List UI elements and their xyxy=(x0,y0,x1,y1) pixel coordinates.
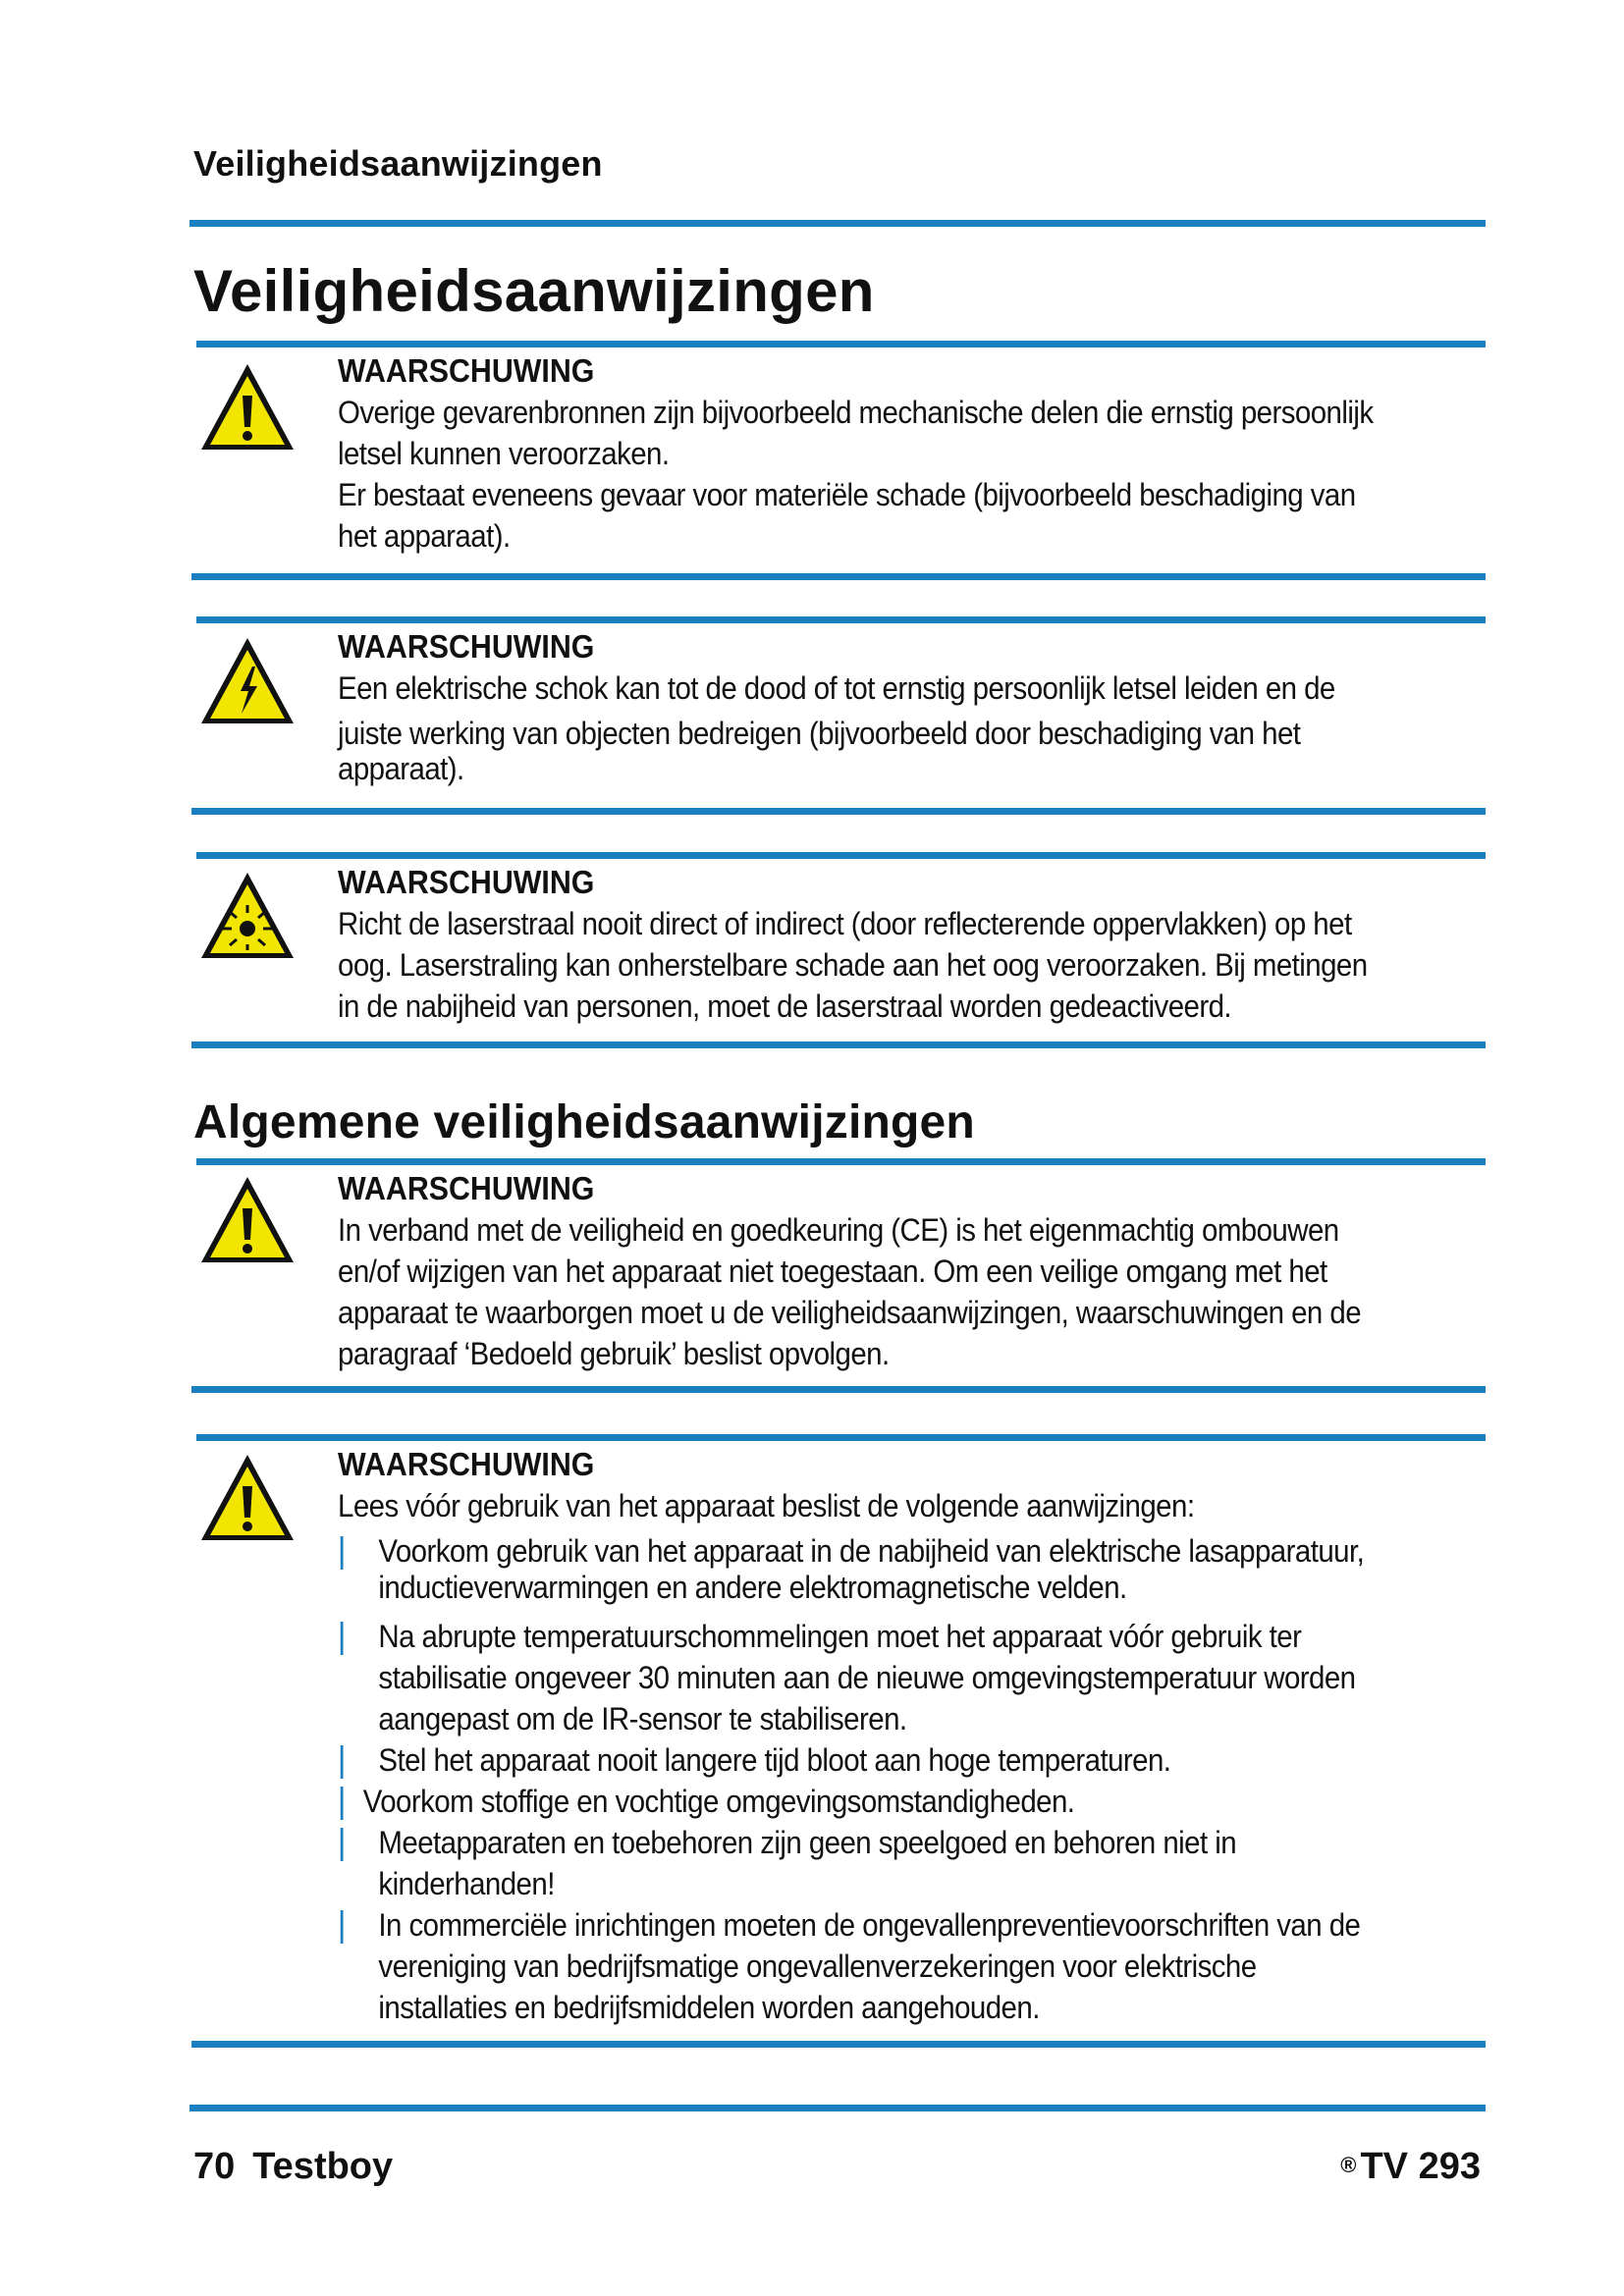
section-title: Algemene veiligheidsaanwijzingen xyxy=(193,1096,975,1148)
warning-box-usage-instructions xyxy=(191,1434,1486,2048)
warning-box-bottom-rule xyxy=(191,573,1486,580)
warning-intro-text: Lees vóór gebruik van het apparaat beslist de volgende aanwijzingen: xyxy=(338,1488,1195,1523)
registered-mark: ® xyxy=(1340,2153,1357,2177)
warning-label: WAARSCHUWING xyxy=(338,628,595,665)
warning-laser-radiation-icon xyxy=(198,870,297,968)
list-item: Meetapparaten en toebehoren zijn geen speelgoed en behoren niet in kinderhanden! xyxy=(338,1822,1449,1904)
warning-box-laser xyxy=(191,852,1486,1048)
footer-model xyxy=(1340,2146,1481,2188)
bullet-marker xyxy=(341,1828,344,1861)
warning-exclamation-icon xyxy=(198,1174,297,1272)
page-title: Veiligheidsaanwijzingen xyxy=(193,258,875,324)
warning-box-top-rule xyxy=(196,616,1486,623)
instruction-list xyxy=(338,1530,1466,2028)
list-item: Na abrupte temperatuurschommelingen moet het apparaat vóór gebruik ter stabilisatie ongeveer 30 minuten aan de nieuwe omgevingstemperatuur worden aangepast om de IR-sensor te stabiliseren. xyxy=(338,1616,1449,1739)
warning-exclamation-icon xyxy=(198,1452,297,1550)
list-item: Voorkom gebruik van het apparaat in de nabijheid van elektrische lasapparatuur, inductieverwarmingen en andere elektromagnetische velden. xyxy=(338,1530,1449,1608)
list-item: Voorkom stoffige en vochtige omgevingsomstandigheden. xyxy=(338,1781,1434,1822)
brand-name: Testboy xyxy=(252,2146,394,2187)
warning-box-top-rule xyxy=(196,1158,1486,1165)
warning-label: WAARSCHUWING xyxy=(338,1446,595,1482)
warning-exclamation-icon xyxy=(198,361,297,459)
footer-left xyxy=(193,2146,393,2188)
warning-box-bottom-rule xyxy=(191,1386,1486,1393)
warning-box-electric xyxy=(191,616,1486,815)
bullet-marker xyxy=(341,1536,344,1570)
footer-rule xyxy=(189,2105,1486,2111)
warning-text: Een elektrische schok kan tot de dood of tot ernstig persoonlijk letsel leiden en de juiste werking van objecten bedreigen (bijvoorbeeld door beschadiging van het apparaat). xyxy=(338,670,1335,786)
warning-text: Overige gevarenbronnen zijn bijvoorbeeld mechanische delen die ernstig persoonlijk letsel kunnen veroorzaken. Er bestaat eveneens gevaar voor materiële schade (bijvoorbeeld beschadiging van het apparaat). xyxy=(338,395,1374,554)
list-item: In commerciële inrichtingen moeten de ongevallenpreventievoorschriften van de vereniging van bedrijfsmatige ongevallenverzekeringen voor elektrische installaties en bedrijfsmiddelen worden aangehouden. xyxy=(338,1904,1449,2028)
warning-label: WAARSCHUWING xyxy=(338,864,595,900)
header-rule xyxy=(189,220,1486,227)
warning-box-top-rule xyxy=(196,1434,1486,1441)
running-header: Veiligheidsaanwijzingen xyxy=(193,143,603,184)
bullet-marker xyxy=(341,1910,344,1944)
warning-text: Richt de laserstraal nooit direct of indirect (door reflecterende oppervlakken) op het oog. Laserstraling kan onherstelbare schade aan het oog veroorzaken. Bij metingen in de nabijheid van personen, moet de laserstraal worden gedeactiveerd. xyxy=(338,906,1368,1024)
warning-text: In verband met de veiligheid en goedkeuring (CE) is het eigenmachtig ombouwen en/of wijzigen van het apparaat niet toegestaan. Om een veilige omgang met het apparaat te waarborgen moet u de veiligheidsaanwijzingen, waarschuwingen en de paragraaf ‘Bedoeld gebruik’ beslist opvolgen. xyxy=(338,1212,1362,1371)
warning-box-bottom-rule xyxy=(191,808,1486,815)
bullet-marker xyxy=(341,1622,344,1655)
warning-label: WAARSCHUWING xyxy=(338,352,595,389)
warning-electric-shock-icon xyxy=(198,635,297,733)
list-item: Stel het apparaat nooit langere tijd bloot aan hoge temperaturen. xyxy=(338,1739,1449,1781)
page-number: 70 xyxy=(193,2146,236,2187)
warning-box-modification xyxy=(191,1158,1486,1393)
warning-box-bottom-rule xyxy=(191,2041,1486,2048)
bullet-marker xyxy=(341,1787,344,1820)
warning-label: WAARSCHUWING xyxy=(338,1170,595,1206)
model-name: TV 293 xyxy=(1360,2146,1481,2187)
warning-box-top-rule xyxy=(196,341,1486,347)
bullet-marker xyxy=(341,1745,344,1779)
warning-box-bottom-rule xyxy=(191,1041,1486,1048)
warning-box-top-rule xyxy=(196,852,1486,859)
warning-box-mechanical xyxy=(191,341,1486,580)
